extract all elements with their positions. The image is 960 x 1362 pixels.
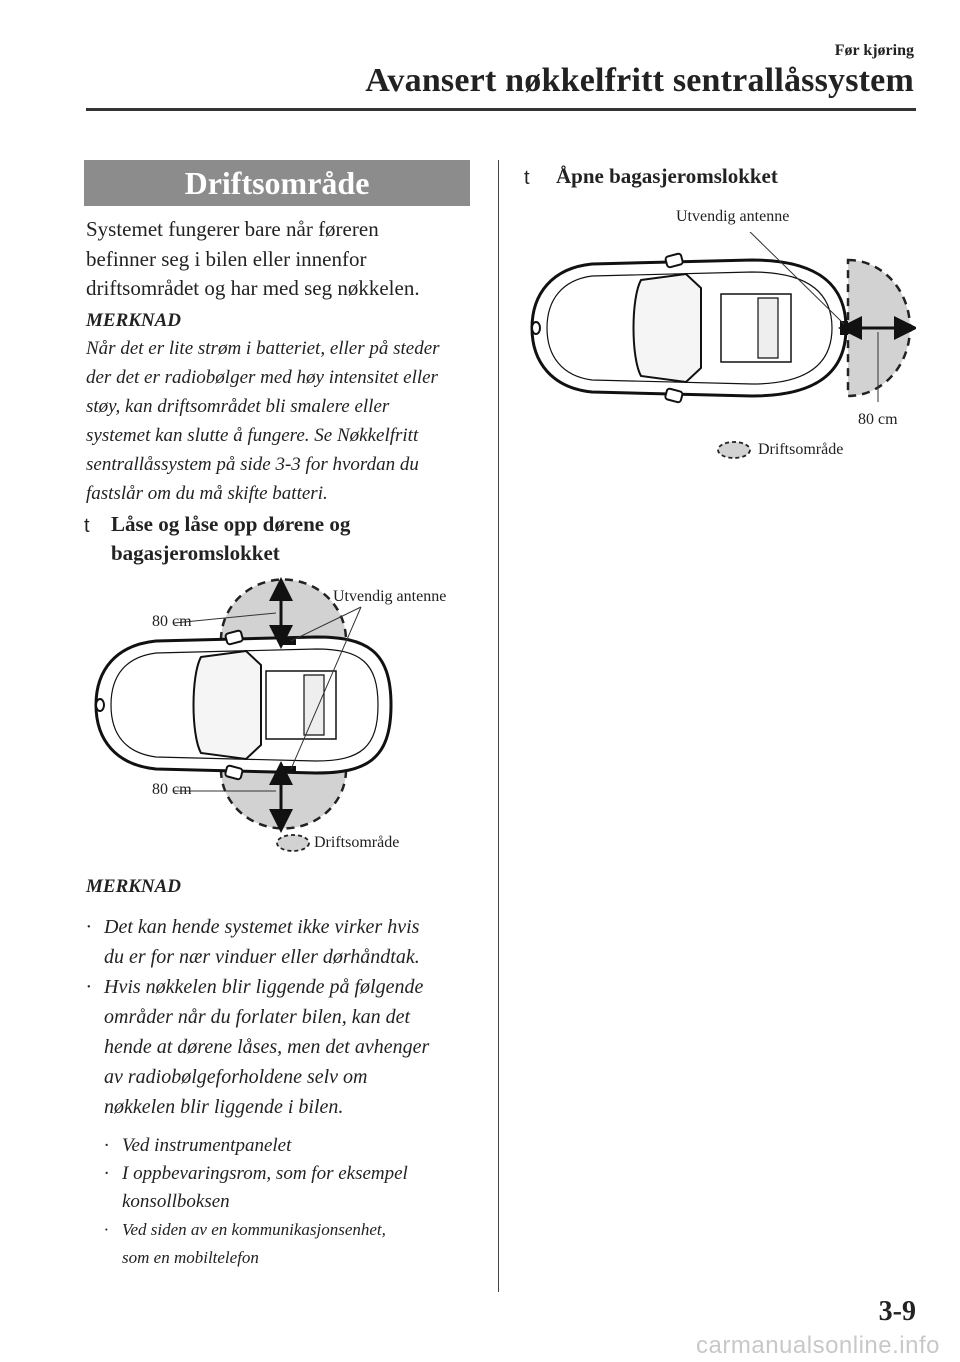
car-illustration <box>96 630 391 780</box>
bullet: · <box>104 1163 109 1184</box>
bullet: · <box>86 916 91 938</box>
subheading-line: bagasjeromslokket <box>111 541 280 565</box>
figure-trunk-range <box>526 232 916 432</box>
car-illustration <box>532 253 847 403</box>
note-line: Når det er lite strøm i batteriet, eller på steder <box>86 338 440 359</box>
bullet: · <box>104 1220 109 1239</box>
list-line: Ved instrumentpanelet <box>122 1135 292 1156</box>
list-line: av radiobølgeforholdene selv om <box>104 1066 368 1088</box>
list-line: du er for nær vinduer eller dørhåndtak. <box>104 946 420 968</box>
note-line: støy, kan driftsområdet bli smalere eller <box>86 396 390 417</box>
page-number: 3-9 <box>878 1296 916 1327</box>
watermark: carmanualsonline.info <box>696 1332 940 1359</box>
subheading-lock-unlock <box>84 510 350 568</box>
subheading-trunk <box>524 162 778 191</box>
sub-list <box>86 1132 486 1272</box>
intro-line: befinner seg i bilen eller innenfor <box>86 246 367 271</box>
figure-lock-unlock-range <box>86 575 476 865</box>
bullet: · <box>104 1135 109 1156</box>
distance-label-bottom: 80 cm <box>152 781 192 798</box>
list-line: nøkkelen blir liggende i bilen. <box>104 1096 344 1118</box>
intro-paragraph <box>86 215 420 304</box>
list-line: Hvis nøkkelen blir liggende på følgende <box>104 976 424 998</box>
note-line: der det er radiobølger med høy intensitet eller <box>86 367 438 388</box>
section-title: Driftsområde <box>184 165 370 201</box>
note-heading: MERKNAD <box>86 310 182 331</box>
list-line: konsollboksen <box>122 1191 230 1212</box>
note-line: fastslår om du må skifte batteri. <box>86 483 328 504</box>
sub-list-item <box>104 1132 486 1160</box>
subheading-marker: t <box>524 167 530 189</box>
page-title: Avansert nøkkelfritt sentrallåssystem <box>365 62 914 99</box>
note-heading: MERKNAD <box>86 876 182 897</box>
list-line: I oppbevaringsrom, som for eksempel <box>122 1163 408 1184</box>
section-banner <box>84 160 470 206</box>
column-divider <box>498 160 499 1292</box>
intro-line: Systemet fungerer bare når føreren <box>86 217 379 241</box>
sub-list-item <box>104 1160 486 1216</box>
header-divider <box>86 108 916 111</box>
antenna-label: Utvendig antenne <box>676 208 790 225</box>
list-line: som en mobiltelefon <box>122 1248 259 1267</box>
note-block-2 <box>86 876 486 1272</box>
subheading-line: Låse og låse opp dørene og <box>111 512 351 536</box>
subheading-marker: t <box>84 515 90 537</box>
distance-label: 80 cm <box>858 411 898 428</box>
list-line: Det kan hende systemet ikke virker hvis <box>104 916 420 938</box>
subheading-line: Åpne bagasjeromslokket <box>556 164 778 188</box>
list-item <box>86 912 486 972</box>
note-line: systemet kan slutte å fungere. Se Nøkkelfritt <box>86 425 419 446</box>
note-block-1 <box>86 310 440 508</box>
antenna-label: Utvendig antenne <box>333 588 447 605</box>
note-list <box>86 912 486 1272</box>
legend-label: Driftsområde <box>314 834 400 851</box>
note-text <box>86 334 440 508</box>
distance-label-top: 80 cm <box>152 613 192 630</box>
legend-swatch <box>716 440 756 460</box>
list-item <box>86 972 486 1122</box>
list-line: Ved siden av en kommunikasjonsenhet, <box>122 1220 386 1239</box>
intro-line: driftsområdet og har med seg nøkkelen. <box>86 276 420 300</box>
bullet: · <box>86 976 91 998</box>
legend-label: Driftsområde <box>758 441 844 458</box>
chapter-label: Før kjøring <box>834 42 914 59</box>
list-line: områder når du forlater bilen, kan det <box>104 1006 411 1028</box>
sub-list-item <box>104 1216 486 1272</box>
note-line: sentrallåssystem på side 3-3 for hvordan du <box>86 454 419 475</box>
list-line: hende at dørene låses, men det avhenger <box>104 1036 430 1058</box>
legend-swatch <box>277 835 309 851</box>
